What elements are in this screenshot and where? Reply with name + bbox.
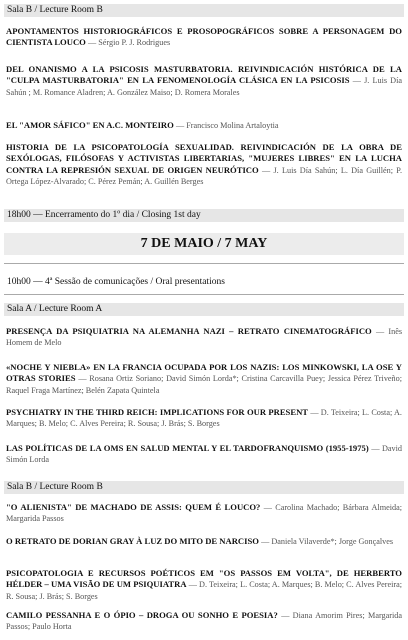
programme-item bbox=[6, 502, 402, 525]
item-title: APONTAMENTOS HISTORIOGRÁFICOS E PROSOPOGRÁFICOS SOBRE A PERSONAGEM DO CIENTISTA LOUCO bbox=[6, 26, 402, 48]
item-title: PSICOPATOLOGIA E RECURSOS POÉTICOS EM "OS PASSOS EM VOLTA", DE HERBERTO HÉLDER – UMA VISÃO DE UM PSIQUIATRA bbox=[6, 568, 402, 590]
item-title: "O ALIENISTA" DE MACHADO DE ASSIS: QUEM É LOUCO? bbox=[6, 502, 261, 512]
programme-item bbox=[6, 407, 402, 430]
session-row: 10h00 — 4ª Sessão de comunicações / Oral presentations bbox=[7, 277, 225, 287]
programme-item bbox=[6, 610, 402, 633]
item-title: PRESENÇA DA PSIQUIATRIA NA ALEMANHA NAZI – RETRATO CINEMATOGRÁFICO bbox=[6, 326, 372, 336]
item-authors: — Carolina Machado; Bárbara Almeida; Margarida Passos bbox=[6, 503, 402, 524]
item-authors: — Rosana Ortiz Soriano; David Simón Lorda*; Cristina Carcavilla Puey; Jessica Pérez Triveño; Raquel Fraga Martínez; Belén Zapata Quintela bbox=[6, 374, 403, 395]
programme-item bbox=[6, 26, 402, 49]
item-title: «NOCHE Y NIEBLA» EN LA FRANCIA OCUPADA POR LOS NAZIS: LOS MINKOWSKI, LA OSE Y OTRAS STORIES bbox=[6, 362, 402, 384]
programme-item bbox=[6, 142, 402, 188]
item-authors: — D. Teixeira; L. Costa; A. Marques; B. Melo; C. Alves Pereira; R. Sousa; J. Brás; S. Borges bbox=[6, 408, 402, 429]
programme-item bbox=[6, 568, 402, 602]
item-authors: — Diana Amorim Pires; Margarida Passos; Paulo Horta bbox=[6, 611, 402, 632]
room-header-a: Sala A / Lecture Room A bbox=[4, 303, 404, 316]
divider bbox=[4, 294, 404, 295]
programme-item bbox=[6, 443, 402, 466]
item-authors: — D. Teixeira; L. Costa; A. Marques; B. Melo; C. Alves Pereira; R. Sousa; J. Brás; S. Borges bbox=[6, 580, 403, 601]
programme-item bbox=[6, 536, 402, 547]
item-authors: — J. Luis Día Sahún ; M. Romance Aladren; A. González Maiso; D. Romera Morales bbox=[6, 76, 402, 97]
item-title: LAS POLÍTICAS DE LA OMS EN SALUD MENTAL Y EL TARDOFRANQUISMO (1955-1975) bbox=[6, 443, 369, 453]
item-authors: — David Simón Lorda bbox=[6, 444, 403, 465]
programme-item bbox=[6, 362, 402, 396]
item-authors: — J. Luis Día Sahún; L. Día Guillén; P. Ortega López-Alvarado; C. Pérez Pemán; A. Guillén Berges bbox=[6, 165, 402, 187]
item-title: O RETRATO DE DORIAN GRAY À LUZ DO MITO DE NARCISO bbox=[6, 536, 259, 546]
day-heading: 7 DE MAIO / 7 MAY bbox=[4, 233, 404, 255]
room-header-b: Sala B / Lecture Room B bbox=[4, 4, 404, 17]
divider bbox=[4, 263, 404, 264]
item-authors: — Inês Homem de Melo bbox=[6, 327, 403, 348]
programme-item bbox=[6, 120, 402, 131]
item-authors: — Francisco Molina Artaloytia bbox=[175, 121, 279, 130]
closing-row: 18h00 — Encerramento do 1º dia / Closing 1st day bbox=[4, 209, 404, 222]
item-title: DEL ONANISMO A LA PSICOSIS MASTURBATORIA. REIVINDICACIÓN HISTÓRICA DE LA "CULPA MASTURBATORIA" EN LA FENOMENOLOGÍA CLÁSICA EN LA PSICOSIS bbox=[6, 64, 402, 86]
item-title: EL "AMOR SÁFICO" EN A.C. MONTEIRO bbox=[6, 120, 174, 130]
item-title: CAMILO PESSANHA E O ÓPIO – DROGA OU SONHO E POESIA? bbox=[6, 610, 278, 620]
item-authors: — Sérgio P. J. Rodrigues bbox=[88, 38, 171, 48]
programme-item bbox=[6, 64, 402, 98]
item-authors: — Daniela Vilaverde*; Jorge Gonçalves bbox=[261, 537, 394, 546]
item-title: HISTORIA DE LA PSICOPATOLOGÍA SEXUALIDAD. REIVINDICACIÓN DE LA OBRA DE SEXÓLOGAS, FILÓSOFAS Y ACTIVISTAS LIBERTARIAS, "MUJERES LIBRES" EN LA LUCHA CONTRA LA REPRESIÓN SEXUAL DE ORIGEN NEURÓTICO bbox=[6, 142, 402, 175]
item-title: PSYCHIATRY IN THE THIRD REICH: IMPLICATIONS FOR OUR PRESENT bbox=[6, 407, 309, 417]
programme-item bbox=[6, 326, 402, 349]
room-header-b: Sala B / Lecture Room B bbox=[4, 481, 404, 494]
